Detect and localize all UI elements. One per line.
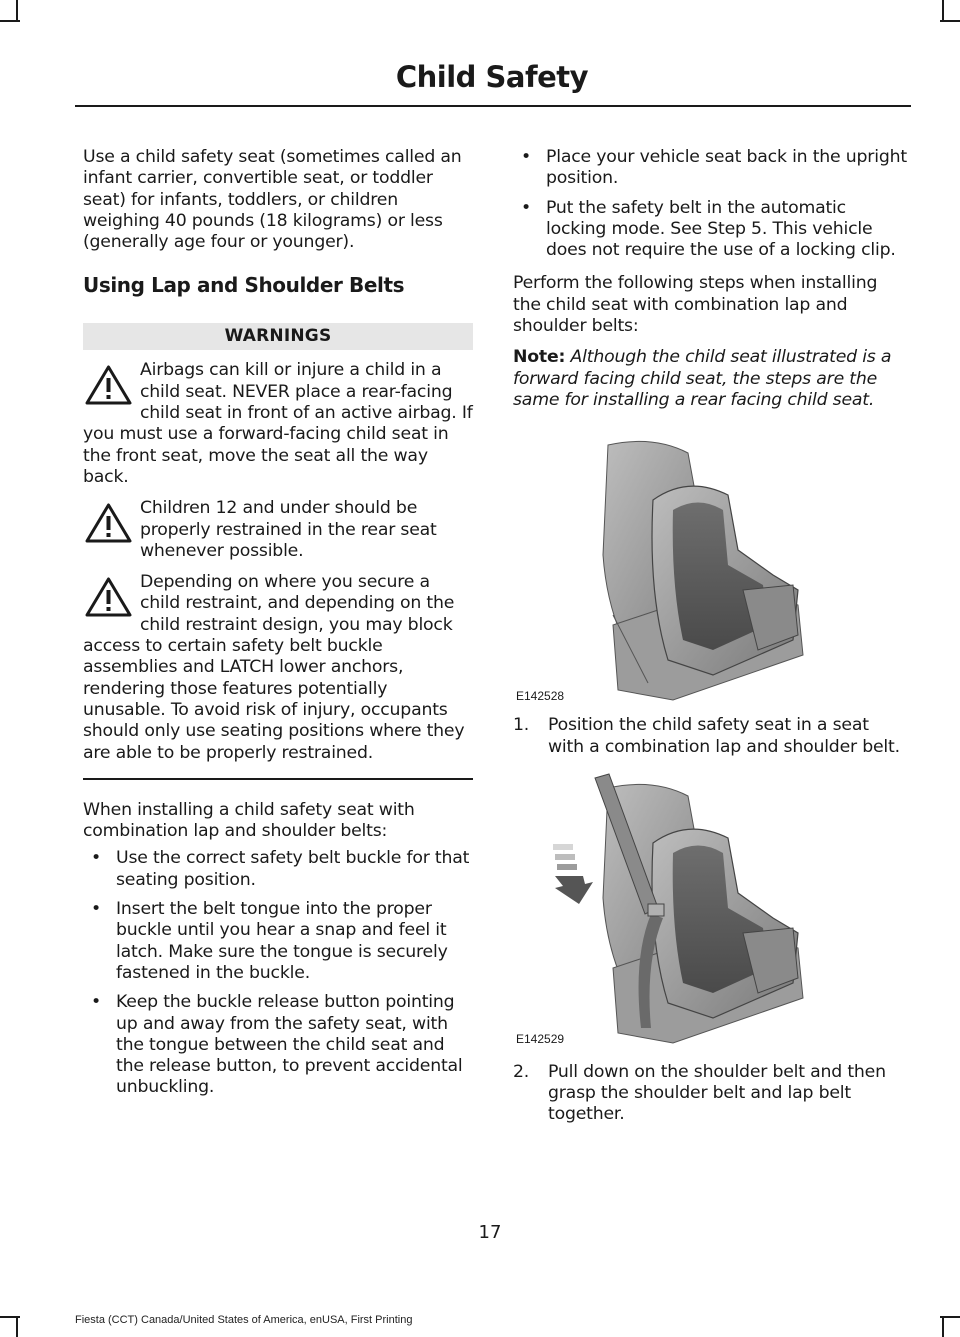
warning-triangle-icon [85,365,132,405]
figure-code: E142528 [516,689,565,704]
list-item: • Put the safety belt in the automatic locking mode. See Step 5. This vehicle does not require the use of a locking clip. [521,197,896,261]
steps-list [513,1062,907,1126]
crop-mark [16,0,18,20]
figure-child-seat [513,425,907,705]
list-item: • Keep the buckle release button pointing up and away from the safety seat, with the tongue between the child seat and the release button, to prevent accidental unbuckling. [91,992,463,1098]
step-item: 2. Pull down on the shoulder belt and then grasp the shoulder belt and lap belt together. [513,1061,886,1125]
warnings-box [83,323,473,779]
steps-list [513,715,907,758]
header-divider [75,105,911,107]
crop-mark [942,0,944,20]
steps-intro: Perform the following steps when installing the child seat with combination lap and shoulder belts: [513,273,878,337]
list-item: • Insert the belt tongue into the proper buckle until you hear a snap and feel it latch. Make sure the tongue is securely fastened in the buckle. [91,899,448,983]
warning-item [83,572,473,764]
shoulder-belt-illustration [513,768,907,1048]
crop-mark [940,1316,960,1318]
prep-bullets [513,147,907,261]
crop-mark [0,20,20,22]
note-label: Note: [513,347,566,368]
list-item: • Place your vehicle seat back in the upright position. [521,147,907,189]
section-heading: Using Lap and Shoulder Belts [83,273,405,298]
warning-text: Airbags can kill or injure a child in a child seat. NEVER place a rear-facing child seat in front of an active airbag. If you must use a forward-facing child seat in the front seat, move the seat all the way back. [83,360,473,487]
warning-item [83,498,473,562]
left-column [83,147,473,1107]
warning-triangle-icon [85,577,132,617]
page-number: 17 [478,1222,502,1243]
warning-item [83,360,473,488]
crop-mark [0,1316,20,1318]
warnings-title: WARNINGS [83,323,473,350]
list-item: • Use the correct safety belt buckle for that seating position. [91,848,470,890]
child-seat-illustration [513,425,907,705]
crop-mark [942,1318,944,1337]
intro-paragraph: Use a child safety seat (sometimes called an infant carrier, convertible seat, or toddler seat) for infants, toddlers, or children weighing 40 pounds (18 kilograms) or less (generally age four or younger). [83,147,462,253]
page-title: Child Safety [395,60,588,94]
figure-shoulder-belt [513,768,907,1048]
step-item: 1. Position the child safety seat in a seat with a combination lap and shoulder belt. [513,715,900,757]
install-intro: When installing a child safety seat with combination lap and shoulder belts: [83,799,415,842]
warning-text: Children 12 and under should be properly restrained in the rear seat whenever possible. [140,498,437,561]
install-bullets [83,848,473,1098]
crop-mark [940,20,960,22]
note [513,347,907,411]
note-text: Although the child seat illustrated is a forward facing child seat, the steps are the same for installing a rear facing child seat. [513,347,892,410]
footer-text: Fiesta (CCT) Canada/United States of America, enUSA, First Printing [75,1314,413,1326]
warning-triangle-icon [85,503,132,543]
figure-code: E142529 [516,1031,565,1046]
right-column [513,147,907,1126]
crop-mark [16,1318,18,1337]
warning-text: Depending on where you secure a child restraint, and depending on the child restraint design, you may block access to certain safety belt buckle assemblies and LATCH lower anchors, rendering those features potentially unusable. To avoid risk of injury, occupants should only use seating positions where they are able to be properly restrained. [83,572,465,763]
